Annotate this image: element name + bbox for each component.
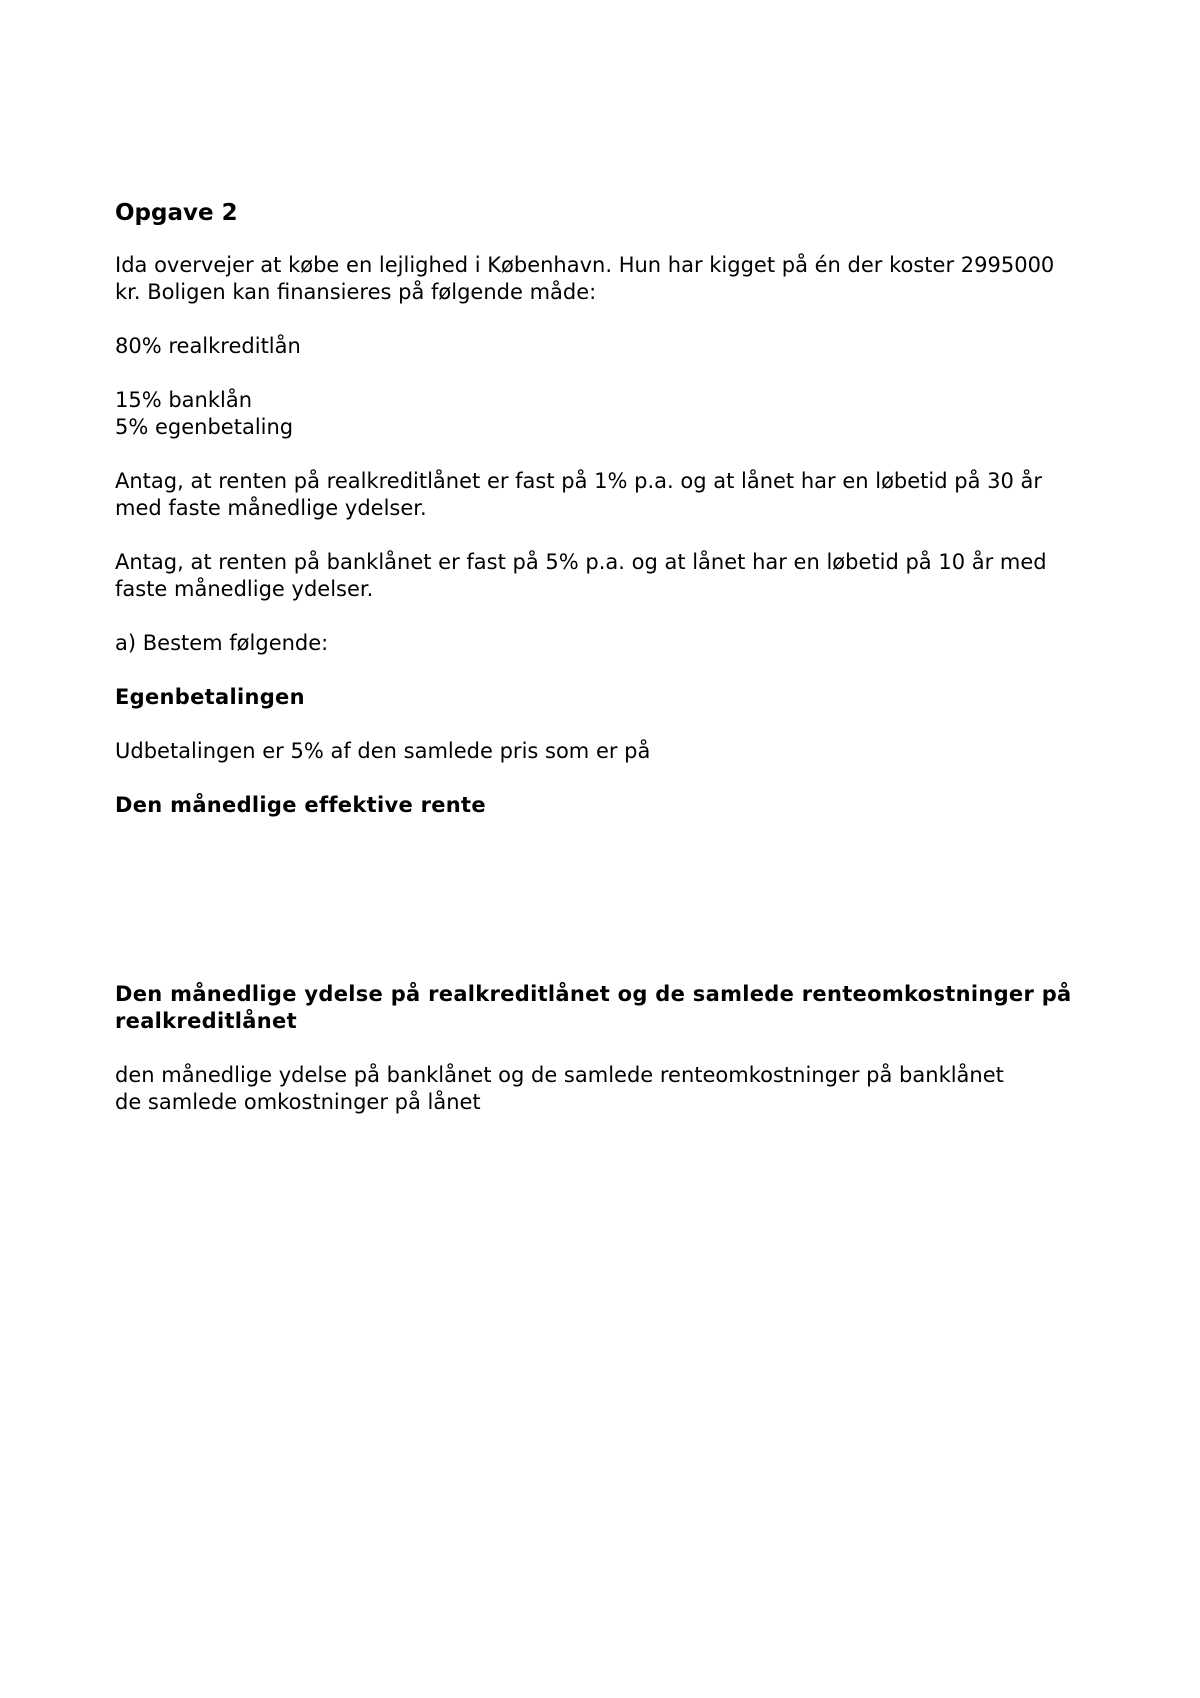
financing-banklaan: 15% banklån (115, 388, 253, 412)
intro-paragraph: Ida overvejer at købe en lejlighed i København. Hun har kigget på én der koster 2995000 kr. Boligen kan finansieres på følgende måde: (115, 253, 1055, 304)
heading-egenbetaling: Egenbetalingen (115, 685, 305, 709)
blank-answer-space (115, 846, 1085, 981)
financing-egenbetaling: 5% egenbetaling (115, 415, 294, 439)
assumption-bank: Antag, at renten på banklånet er fast på 5% p.a. og at lånet har en løbetid på 10 år med faste månedlige ydelser. (115, 550, 1047, 601)
item-banklaan: den månedlige ydelse på banklånet og de samlede renteomkostninger på banklånet (115, 1063, 1004, 1087)
items-group (115, 1062, 1085, 1116)
document-title: Opgave 2 (115, 200, 238, 226)
assumption-realkredit: Antag, at renten på realkreditlånet er fast på 1% p.a. og at lånet har en løbetid på 30 år med faste månedlige ydelser. (115, 469, 1043, 520)
document-body (115, 198, 1085, 1143)
answer-egenbetaling: Udbetalingen er 5% af den samlede pris som er på (115, 739, 651, 763)
question-a: a) Bestem følgende: (115, 631, 329, 655)
item-samlede: de samlede omkostninger på lånet (115, 1090, 481, 1114)
heading-ydelse-realkredit: Den månedlige ydelse på realkreditlånet og de samlede renteomkostninger på realkreditlånet (115, 982, 1072, 1033)
heading-effektiv-rente: Den månedlige effektive rente (115, 793, 486, 817)
financing-realkredit: 80% realkreditlån (115, 334, 301, 358)
financing-group (115, 387, 1085, 441)
